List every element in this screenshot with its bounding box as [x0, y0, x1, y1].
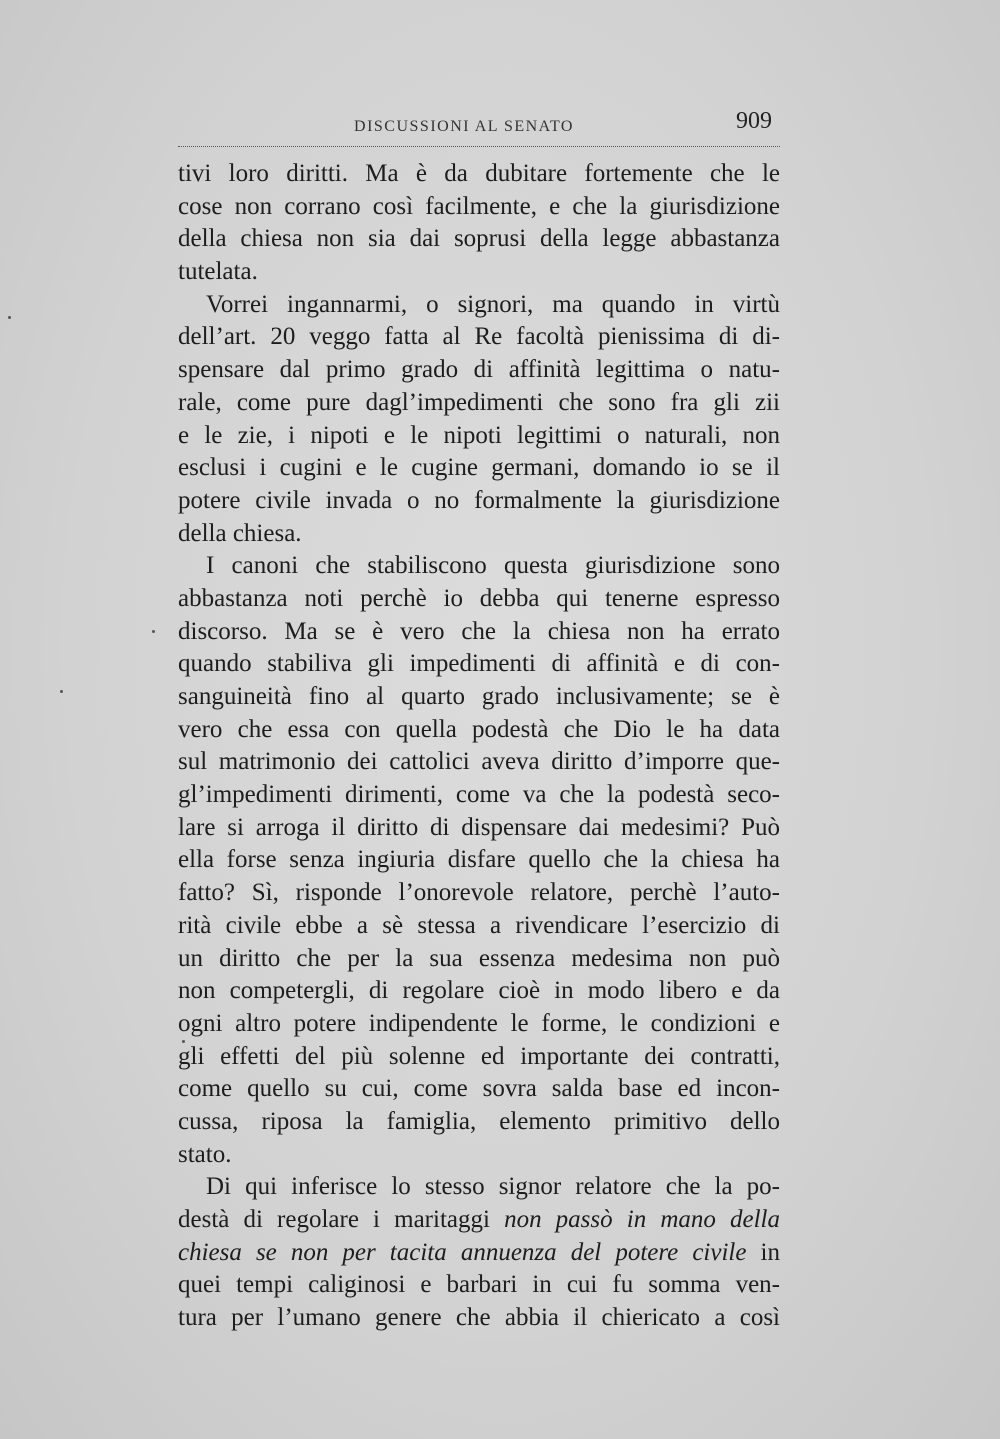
text-line: abbastanza noti perchè io debba qui tenerne espresso: [178, 584, 780, 612]
text-line: della chiesa.: [178, 519, 302, 547]
text-line: ogni altro potere indipendente le forme, le condizioni e: [178, 1009, 780, 1037]
text-line: ella forse senza ingiuria disfare quello che la chiesa ha: [178, 846, 780, 874]
text-line: e le zie, i nipoti e le nipoti legittimi o naturali, non: [178, 421, 780, 449]
text-line: sul matrimonio dei cattolici aveva diritto d’imporre que-: [178, 748, 780, 776]
text-line: [178, 1204, 780, 1237]
page-header: [178, 108, 780, 148]
text-line: vero che essa con quella podestà che Dio le ha data: [178, 715, 780, 743]
text-line: sanguineità fino al quarto grado inclusivamente; se è: [178, 683, 780, 710]
text-line: quei tempi caliginosi e barbari in cui fu somma ven-: [178, 1271, 780, 1299]
speck-mark: [60, 690, 63, 693]
text-line: Vorrei ingannarmi, o signori, ma quando in virtù: [206, 290, 780, 318]
text-line: esclusi i cugini e le cugine germani, domando io se il: [178, 454, 780, 482]
running-title: DISCUSSIONI AL SENATO: [354, 118, 574, 135]
text-line: cose non corrano così facilmente, e che la giurisdizione: [178, 192, 780, 220]
text-line: [178, 1237, 780, 1270]
text-line: non competergli, di regolare cioè in modo libero e da: [178, 977, 780, 1005]
text-line: potere civile invada o no formalmente la giurisdizione: [178, 486, 780, 514]
text-line: fatto? Sì, risponde l’onorevole relatore, perchè l’auto-: [178, 879, 780, 907]
text-line: gl’impedimenti dirimenti, come va che la podestà seco-: [178, 781, 780, 809]
text-line: rale, come pure dagl’impedimenti che sono fra gli zii: [178, 388, 780, 416]
text-line: tura per l’umano genere che abbia il chiericato a così: [178, 1304, 780, 1332]
text-line: spensare dal primo grado di affinità legittima o natu-: [178, 356, 780, 384]
header-rule: [178, 146, 780, 147]
speck-mark: [152, 630, 155, 633]
text-line: cussa, riposa la famiglia, elemento primitivo dello: [178, 1107, 780, 1135]
text-line: rità civile ebbe a sè stessa a rivendicare l’esercizio di: [178, 911, 780, 939]
text-line: della chiesa non sia dai soprusi della legge abbastanza: [178, 225, 780, 253]
italic-span: non passò in mano della: [504, 1206, 780, 1233]
body-text: [178, 158, 780, 1335]
text-line: gli effetti del più solenne ed importante dei contratti,: [178, 1042, 780, 1070]
text-line: dell’art. 20 veggo fatta al Re facoltà pienissima di di-: [178, 323, 780, 351]
text-line: discorso. Ma se è vero che la chiesa non ha errato: [178, 617, 780, 645]
text-line: quando stabiliva gli impedimenti di affinità e di con-: [178, 650, 780, 678]
speck-mark: [182, 1040, 185, 1043]
text-line: un diritto che per la sua essenza medesima non può: [178, 944, 780, 972]
text-line: I canoni che stabiliscono questa giurisdizione sono: [206, 552, 780, 580]
text-line: lare si arroga il diritto di dispensare dai medesimi? Può: [178, 813, 780, 841]
text-span: destà di regolare i maritaggi: [178, 1206, 505, 1233]
text-line: stato.: [178, 1140, 232, 1168]
page-number: 909: [736, 108, 772, 134]
text-line: tutelata.: [178, 258, 258, 286]
italic-span: chiesa se non per tacita annuenza del potere civile: [178, 1238, 747, 1266]
text-span: in: [746, 1238, 780, 1266]
text-line: come quello su cui, come sovra salda base ed incon-: [178, 1075, 780, 1103]
text-line: Di qui inferisce lo stesso signor relatore che la po-: [206, 1173, 780, 1201]
speck-mark: [8, 316, 11, 319]
text-line: tivi loro diritti. Ma è da dubitare fortemente che le: [178, 160, 780, 187]
